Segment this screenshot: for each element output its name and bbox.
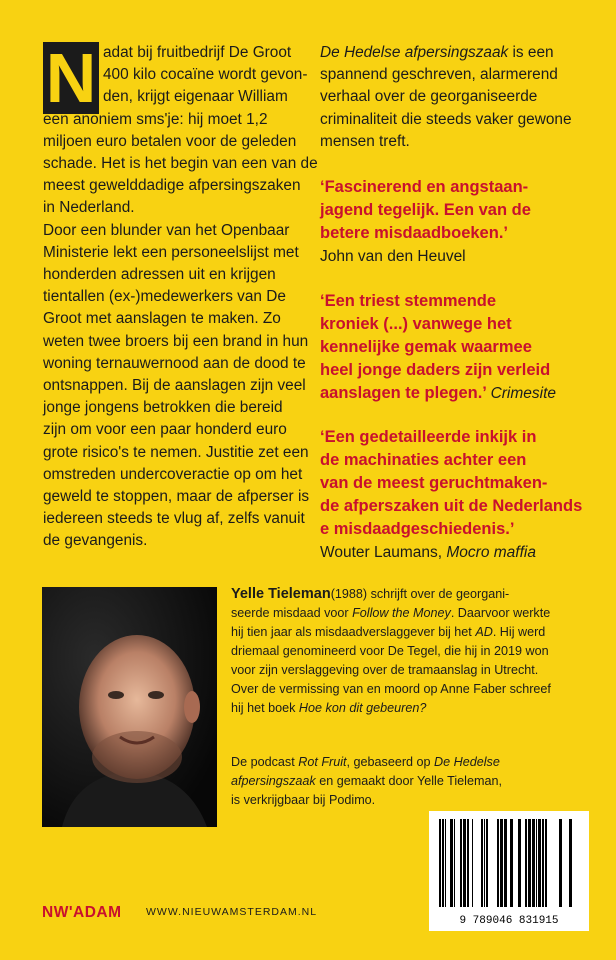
- barcode-bars: [429, 811, 589, 931]
- barcode-bar: [467, 819, 469, 907]
- barcode-bar: [569, 819, 572, 907]
- summary-text: [320, 42, 572, 153]
- podcast-info: De podcast Rot Fruit, gebaseerd op De Hedelse afpersingszaak en gemaakt door Yelle Tieleman, is verkrijgbaar bij Podimo.: [231, 755, 502, 807]
- barcode-bar: [486, 819, 488, 907]
- barcode-bar: [532, 819, 535, 907]
- quote-line: aanslagen te plegen.’: [320, 384, 486, 402]
- intro-line: woning ternauwernood aan de dood te: [43, 354, 306, 372]
- barcode-bar: [545, 819, 547, 907]
- intro-line: zijn om voor een paar honderd euro: [43, 421, 287, 439]
- summary-line-1: spannend geschreven, alarmerend: [320, 66, 558, 84]
- barcode-bar: [536, 819, 537, 907]
- barcode-bar: [463, 819, 466, 907]
- intro-line: ontsnappen. Bij de aanslagen zijn veel: [43, 377, 306, 395]
- quote-line: ‘Fascinerend en angstaan-: [320, 178, 529, 196]
- barcode-bar: [504, 819, 507, 907]
- intro-line: de gevangenis.: [43, 532, 148, 550]
- summary-line-3: criminaliteit die steeds vaker gewone: [320, 110, 572, 128]
- barcode-bar: [450, 819, 453, 907]
- quote-line: van de meest geruchtmaken-: [320, 474, 548, 492]
- author-bio: Yelle Tieleman(1988) schrijft over de georgani- seerde misdaad voor Follow the Money. Daarvoor werkte hij tien jaar als misdaadverslaggever bij het AD. Hij werd driemaal genomineerd voor De Tegel, die hij in 2019 won voor zijn verslaggeving over de tramaanslag in Utrecht. Over de vermissing van en moord op Anne Faber schreef hij het boek Hoe kon dit gebeuren?: [231, 586, 551, 715]
- intro-line: Door een blunder van het Openbaar: [43, 221, 290, 239]
- intro-line: tientallen (ex-)medewerkers van De: [43, 288, 286, 306]
- barcode-bar: [439, 819, 441, 907]
- quote-2: [320, 290, 556, 405]
- barcode-digits: 9 789046 831915: [459, 915, 559, 927]
- quote-line: ‘Een gedetailleerde inkijk in: [320, 428, 537, 446]
- intro-line: iedereen steeds te vlug af, zelfs vanuit: [43, 510, 305, 528]
- quote-line: jagend tegelijk. Een van de: [320, 201, 531, 219]
- isbn-barcode: [429, 811, 589, 931]
- barcode-bar: [460, 819, 462, 907]
- book-title: De Hedelse afpersingszaak: [320, 44, 509, 61]
- barcode-bar: [528, 819, 531, 907]
- quote-line: kroniek (...) vanwege het: [320, 315, 512, 333]
- quote-3: [320, 426, 582, 564]
- barcode-bar: [559, 819, 562, 907]
- publisher-url: WWW.NIEUWAMSTERDAM.NL: [146, 906, 318, 918]
- barcode-bar: [497, 819, 499, 907]
- barcode-bar: [445, 819, 446, 907]
- intro-line: den, krijgt eigenaar William: [103, 88, 288, 106]
- quote-line: ‘Een triest stemmende: [320, 292, 497, 310]
- intro-line: honderden adressen uit en krijgen: [43, 266, 276, 284]
- intro-text: [43, 42, 318, 553]
- quote-line: de machinaties achter een: [320, 451, 527, 469]
- quote-attribution: Crimesite: [490, 385, 557, 402]
- intro-line: in Nederland.: [43, 199, 135, 217]
- summary-line-0: is een: [508, 44, 554, 61]
- author-portrait-image: [42, 587, 217, 827]
- barcode-bar: [472, 819, 473, 907]
- intro-line: schade. Het is het begin van een van de: [43, 155, 318, 173]
- intro-line: grote risico's te nemen. Justitie zet een: [43, 443, 309, 461]
- barcode-bar: [510, 819, 513, 907]
- quote-line: kennelijke gemak waarmee: [320, 338, 532, 356]
- intro-line: weten twee broers bij een brand in hun: [43, 332, 309, 350]
- quote-line: heel jonge daders zijn verleid: [320, 361, 551, 379]
- quote-1: [320, 176, 531, 268]
- intro-line: een anoniem sms'je: hij moet 1,2: [43, 110, 268, 128]
- summary-line-4: mensen treft.: [320, 132, 410, 150]
- summary-line-2: verhaal over de georganiseerde: [320, 88, 538, 106]
- barcode-bar: [442, 819, 444, 907]
- author-photo: [42, 587, 217, 827]
- intro-line: Groot met aanslagen te maken. Zo: [43, 310, 281, 328]
- publisher-logo: NW'ADAM: [42, 904, 122, 921]
- quote-attribution: Wouter Laumans, Mocro maffia: [320, 544, 536, 561]
- barcode-bar: [542, 819, 544, 907]
- barcode-bar: [525, 819, 527, 907]
- barcode-bar: [454, 819, 455, 907]
- intro-line: omstreden undercoveractie op om het: [43, 465, 303, 483]
- drop-cap: N: [43, 42, 99, 114]
- intro-line: Ministerie lekt een personeelslijst met: [43, 243, 299, 261]
- author-name: Yelle Tieleman: [231, 586, 331, 602]
- quote-attribution: John van den Heuvel: [320, 248, 466, 265]
- barcode-bar: [481, 819, 483, 907]
- intro-line: miljoen euro betalen voor de geleden: [43, 132, 297, 150]
- quote-line: betere misdaadboeken.’: [320, 224, 508, 242]
- intro-line: adat bij fruitbedrijf De Groot: [103, 44, 292, 61]
- intro-line: jonge jongens betrokken die bereid: [43, 399, 283, 417]
- intro-line: 400 kilo cocaïne wordt gevon-: [103, 66, 308, 84]
- barcode-bar: [484, 819, 485, 907]
- barcode-bar: [518, 819, 521, 907]
- intro-line: geweld te stoppen, maar de afperser is: [43, 488, 310, 506]
- intro-line: meest gewelddadige afpersingszaken: [43, 177, 301, 195]
- quote-line: de afperszaken uit de Nederlands e misdaadgeschiedenis.’: [320, 497, 583, 538]
- barcode-bar: [538, 819, 541, 907]
- barcode-bar: [500, 819, 503, 907]
